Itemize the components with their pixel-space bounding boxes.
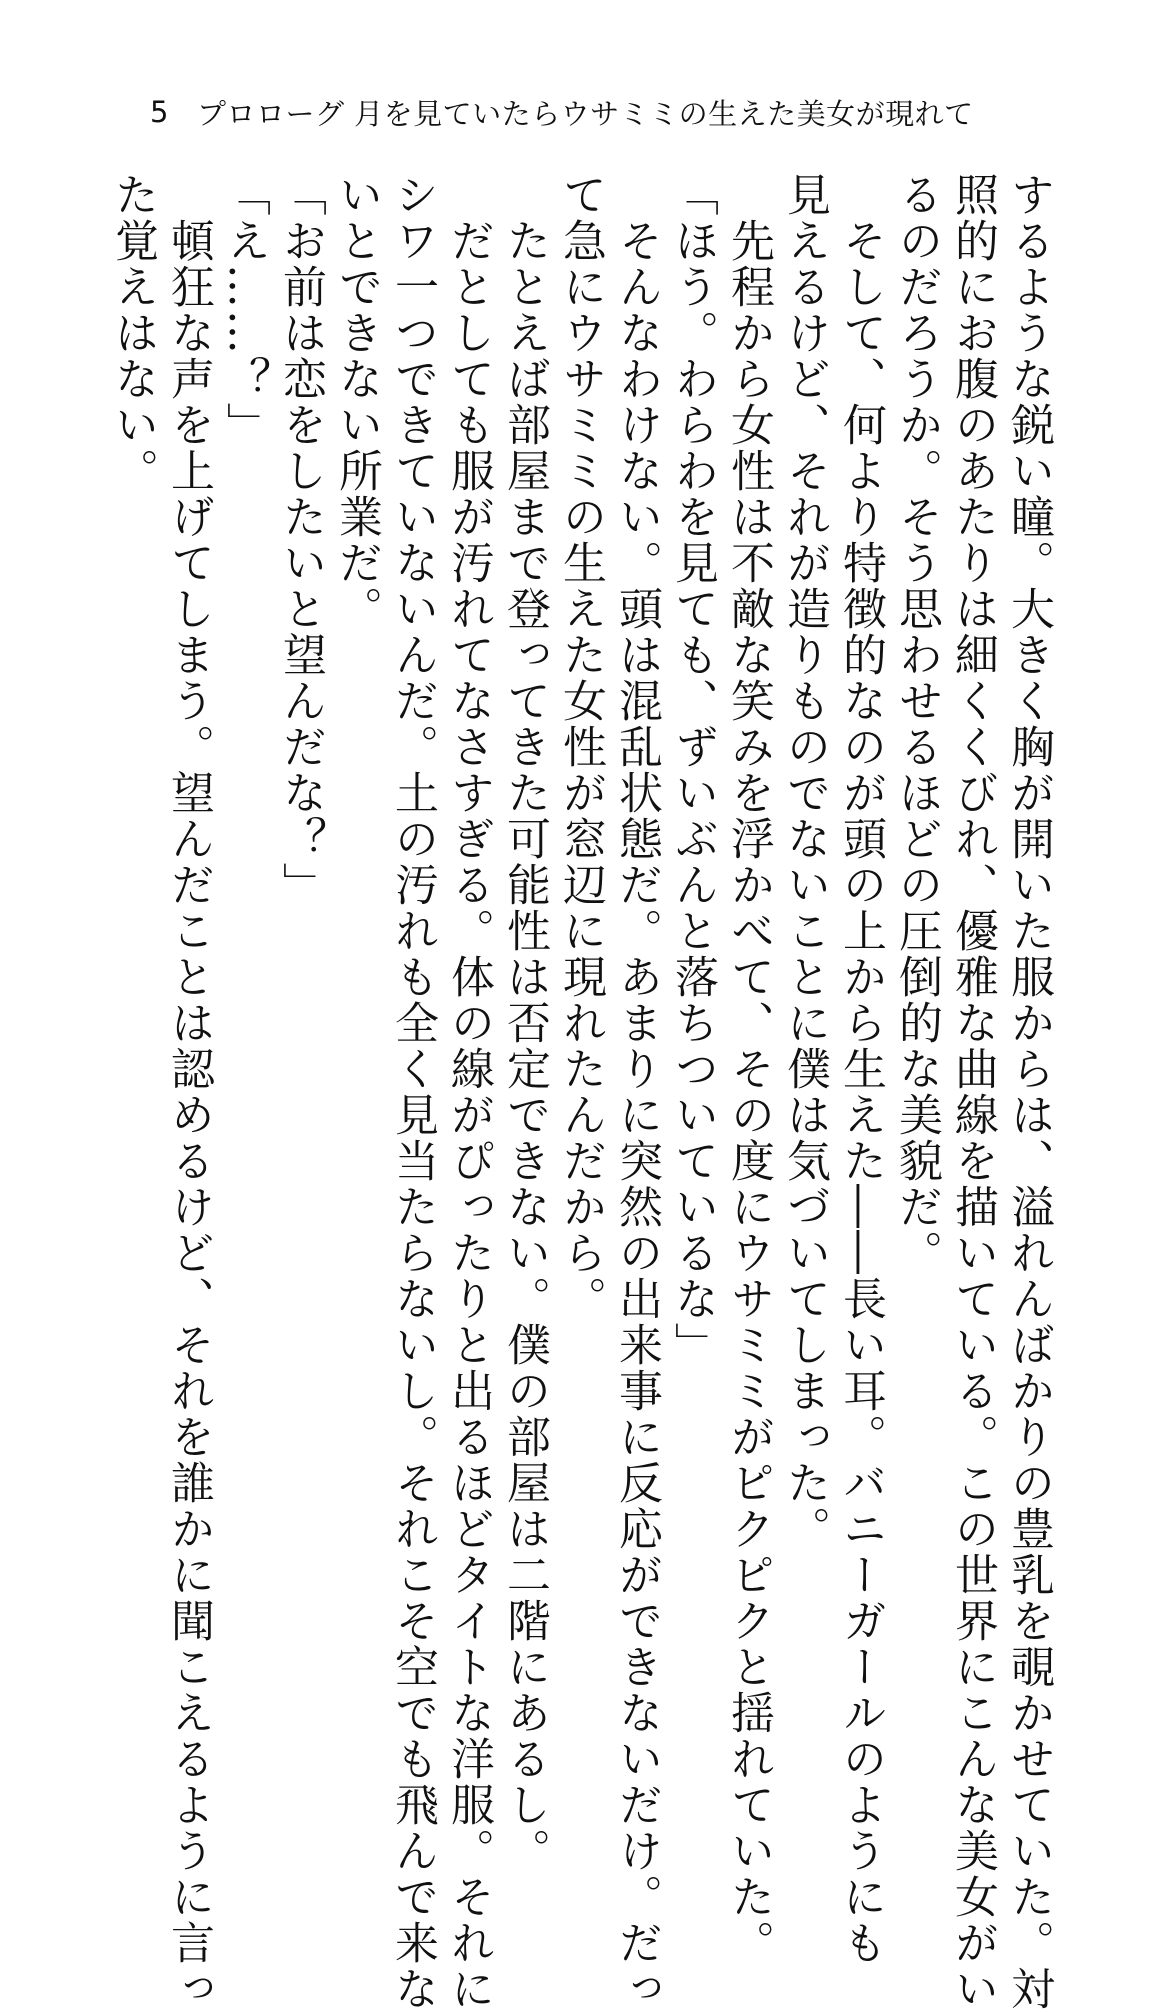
- text-line: るのだろうか。そう思わせるほどの圧倒的な美貌だ。: [891, 172, 942, 1276]
- text-line: そして、何より特徴的なのが頭の上から生えた――長い耳。バニーガールのようにも: [835, 172, 886, 1966]
- text-line: 照的にお腹のあたりは細くくびれ、優雅な曲線を描いている。この世界にこんな美女がい: [947, 172, 998, 2012]
- vertical-body-text: [104, 172, 1056, 2012]
- text-line: 見えるけど、それが造りものでないことに僕は気づいてしまった。: [779, 172, 830, 1552]
- text-line: するような鋭い瞳。大きく胸が開いた服からは、溢れんばかりの豊乳を覗かせていた。対: [1003, 172, 1054, 2012]
- text-line: シワ一つできていないんだ。土の汚れも全く見当たらないし。それこそ空でも飛んで来な: [387, 172, 438, 2012]
- text-line: 先程から女性は不敵な笑みを浮かべて、その度にウサミミがピクピクと揺れていた。: [723, 172, 774, 1966]
- text-line: そんなわけない。頭は混乱状態だ。あまりに突然の出来事に反応ができないだけ。だっ: [611, 172, 662, 2012]
- text-line: いとできない所業だ。: [331, 172, 382, 632]
- running-head: [150, 92, 974, 132]
- dialogue-line: 「え……？」: [219, 172, 270, 448]
- text-line: 頓狂な声を上げてしまう。望んだことは認めるけど、それを誰かに聞こえるように言っ: [163, 172, 214, 2012]
- page-number: 5: [150, 95, 169, 129]
- text-line: た覚えはない。: [107, 172, 158, 494]
- text-line: たとえば部屋まで登ってきた可能性は否定できない。僕の部屋は二階にあるし。: [499, 172, 550, 1874]
- dialogue-line: 「ほう。わらわを見ても、ずいぶんと落ちついているな」: [667, 172, 718, 1368]
- dialogue-line: 「お前は恋をしたいと望んだな？」: [275, 172, 326, 908]
- chapter-title: プロローグ 月を見ていたらウサミミの生えた美女が現れて: [196, 96, 974, 131]
- text-line: て急にウサミミの生えた女性が窓辺に現れたんだから。: [555, 172, 606, 1322]
- text-line: だとしても服が汚れてなさすぎる。体の線がぴったりと出るほどタイトな洋服。それに: [443, 172, 494, 2012]
